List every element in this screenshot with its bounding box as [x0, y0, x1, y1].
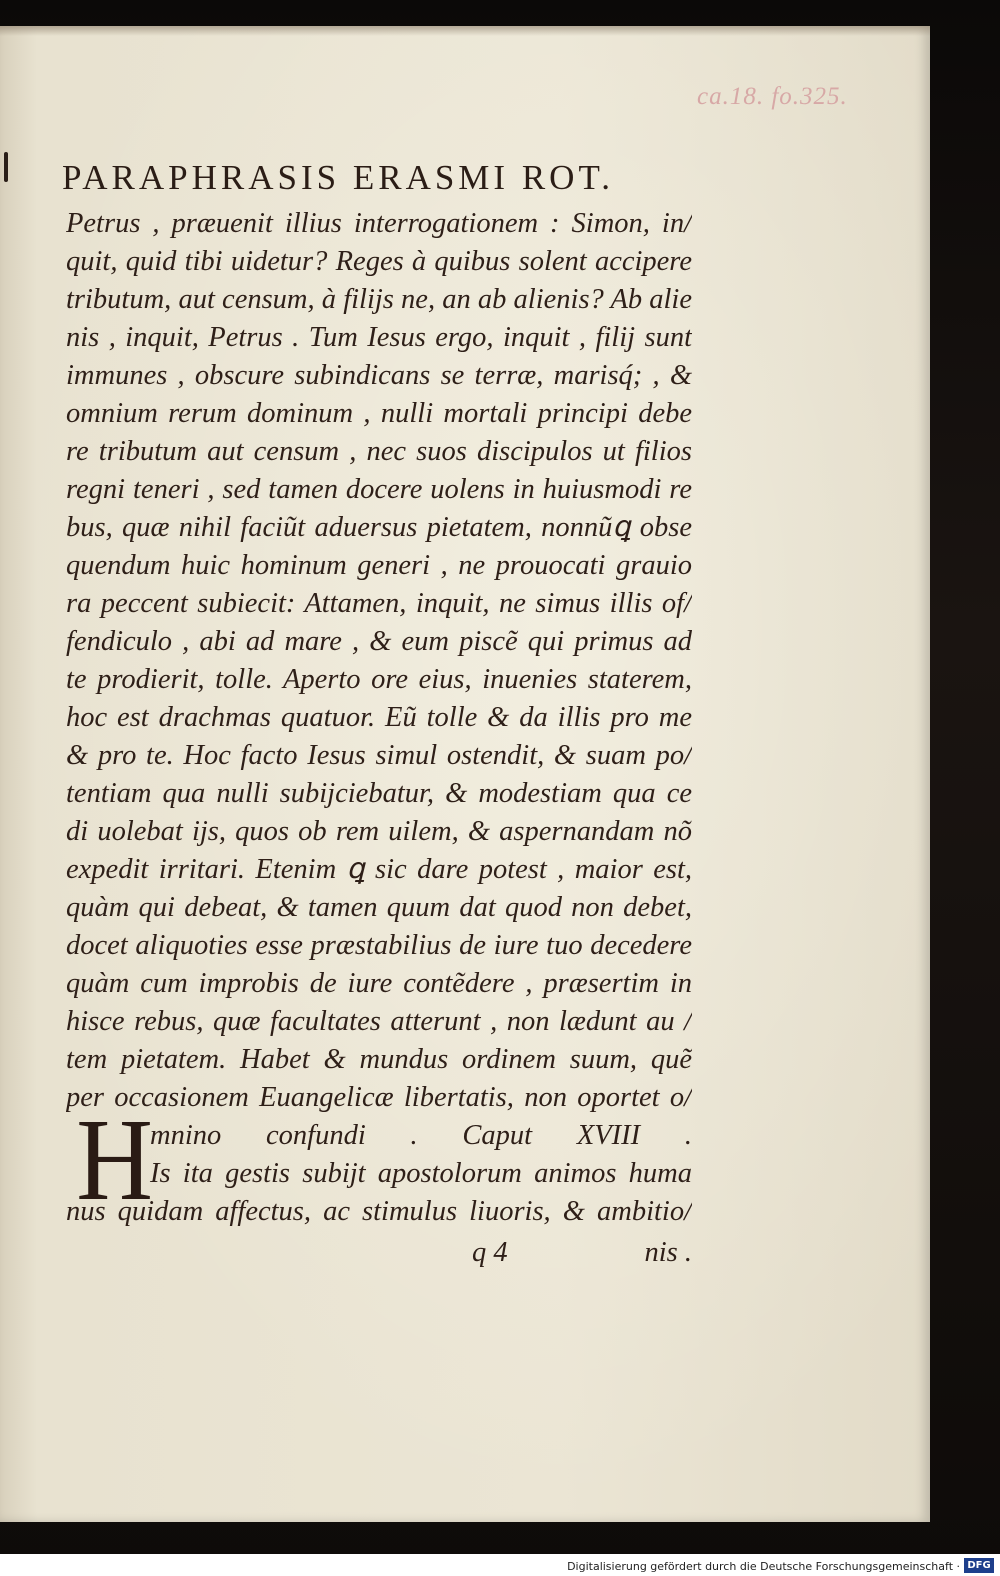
page-top-edge	[0, 26, 930, 36]
text-line: tentiam qua nulli subijciebatur, & modestiam qua ce	[66, 778, 692, 809]
page-footer	[66, 1234, 692, 1272]
text-line: regni teneri , sed tamen docere uolens in huiusmodi re	[66, 474, 692, 505]
text-line: tributum, aut censum, à filijs ne, an ab alienis? Ab alie	[66, 284, 692, 315]
shelfmark-annotation: ca.18. fo.325.	[697, 83, 848, 110]
text-line: omnium rerum dominum , nulli mortali principi debe	[66, 398, 692, 429]
text-line: docet aliquoties esse præstabilius de iure tuo decedere	[66, 930, 692, 961]
chapter-heading-line: mnino confundi . Caput XVIII .	[150, 1120, 692, 1151]
text-line: fendiculo , abi ad mare , & eum piscẽ qui primus ad	[66, 626, 692, 657]
text-line: te prodierit, tolle. Aperto ore eius, inuenies staterem,	[66, 664, 692, 695]
text-line: hoc est drachmas quatuor. Eũ tolle & da illis pro me	[66, 702, 692, 733]
text-line: Is ita gestis subijt apostolorum animos huma	[150, 1158, 692, 1189]
signature-mark: q 4	[472, 1237, 508, 1268]
catchword: nis .	[644, 1237, 692, 1268]
dfg-logo: DFG	[964, 1558, 994, 1573]
text-line: bus, quæ nihil faciũt aduersus pietatem, nonnũꝗ obse	[66, 512, 692, 543]
text-line: di uolebat ijs, quos ob rem uilem, & aspernandam nõ	[66, 816, 692, 847]
text-line: quendum huic hominum generi , ne prouocati grauio	[66, 550, 692, 581]
text-line: tem pietatem. Habet & mundus ordinem suum, quẽ	[66, 1044, 692, 1075]
text-line: quàm qui debeat, & tamen quum dat quod non debet,	[66, 892, 692, 923]
text-line: nus quidam affectus, ac stimulus liuoris, & ambitio/	[66, 1196, 692, 1227]
text-line: ra peccent subiecit: Attamen, inquit, ne simus illis of/	[66, 588, 692, 619]
funding-credit: Digitalisierung gefördert durch die Deutsche Forschungsgemeinschaft ·	[567, 1560, 960, 1573]
text-line: quàm cum improbis de iure contẽdere , præsertim in	[66, 968, 692, 999]
text-line: quit, quid tibi uidetur? Reges à quibus solent accipere	[66, 246, 692, 277]
body-text	[66, 205, 692, 1231]
running-head: PARAPHRASIS ERASMI ROT.	[62, 158, 614, 197]
text-line: Petrus , præuenit illius interrogationem : Simon, in/	[66, 208, 692, 239]
text-line: hisce rebus, quæ facultates atterunt , non lædunt au /	[66, 1006, 692, 1037]
text-line: immunes , obscure subindicans se terræ, marisq́; , &	[66, 360, 692, 391]
text-line: expedit irritari. Etenim ꝗ sic dare potest , maior est,	[66, 854, 692, 885]
text-line: per occasionem Euangelicæ libertatis, non oportet o/	[66, 1082, 692, 1113]
text-line: & pro te. Hoc facto Iesus simul ostendit, & suam po/	[66, 740, 692, 771]
margin-mark	[4, 152, 8, 182]
drop-initial: H	[76, 1094, 153, 1225]
text-line: re tributum aut censum , nec suos discipulos ut filios	[66, 436, 692, 467]
text-line: nis , inquit, Petrus . Tum Iesus ergo, inquit , filij sunt	[66, 322, 692, 353]
